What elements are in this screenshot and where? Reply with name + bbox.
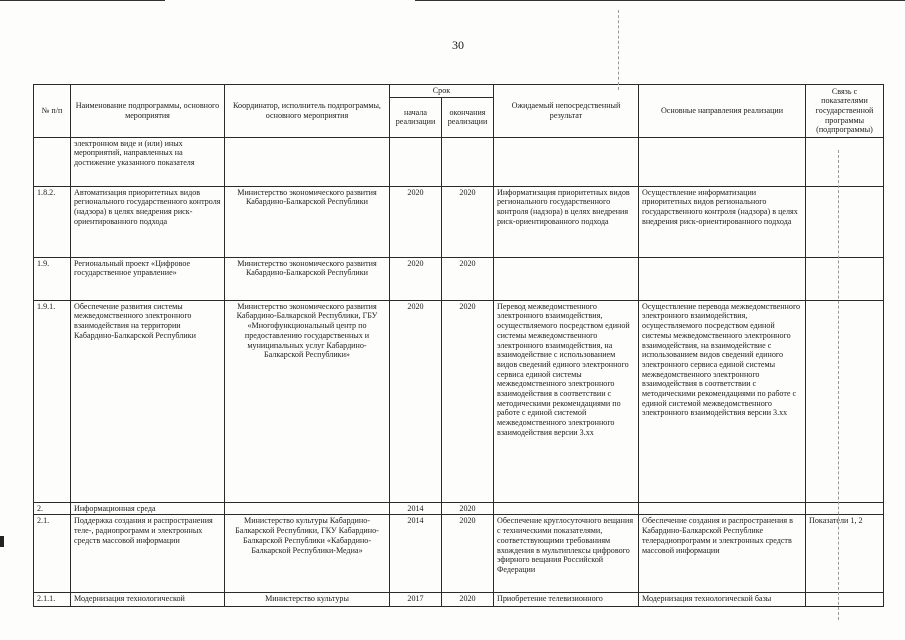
cell-expected [494, 137, 639, 186]
cell-num [34, 137, 71, 186]
header-term: Срок [390, 85, 494, 98]
top-rule-left [0, 0, 165, 1]
table-row [34, 502, 884, 515]
cell-num: 2. [34, 502, 71, 515]
cell-start: 2020 [390, 300, 442, 502]
cell-start: 2014 [390, 502, 442, 515]
cell-expected [494, 257, 639, 300]
cell-coordinator [225, 502, 390, 515]
cell-start [390, 137, 442, 186]
cell-num: 1.8.2. [34, 186, 71, 257]
cell-end: 2020 [442, 593, 494, 607]
table-row [34, 300, 884, 502]
cell-expected: Обеспечение круглосуточного вещания с техническими показателями, соответствующими требованиям вхождения в мультиплексы цифрового эфирного вещания Российской Федерации [494, 515, 639, 593]
top-rule-right [415, 0, 905, 1]
header-num: № п/п [34, 85, 71, 138]
cell-link: Показатели 1, 2 [806, 515, 884, 593]
cell-coordinator: Министерство экономического развития Кабардино-Балкарской Республики, ГБУ «Многофункциональный центр по предоставлению государственных и муниципальных услуг Кабардино-Балкарской Республики» [225, 300, 390, 502]
cell-name: Модернизация технологической [71, 593, 225, 607]
cell-name: Региональный проект «Цифровое государственное управление» [71, 257, 225, 300]
cell-expected: Приобретение телевизионного [494, 593, 639, 607]
scan-artifact-line [838, 150, 839, 620]
cell-link [806, 300, 884, 502]
cell-coordinator: Министерство культуры [225, 593, 390, 607]
cell-num: 2.1. [34, 515, 71, 593]
margin-mark [0, 536, 4, 547]
header-start: начала реализации [390, 97, 442, 137]
cell-coordinator: Министерство культуры Кабардино-Балкарской Республики, ГКУ Кабардино-Балкарской Республики «Кабардино-Балкарской Республики-Медиа» [225, 515, 390, 593]
header-end: окончания реализации [442, 97, 494, 137]
cell-start: 2014 [390, 515, 442, 593]
cell-end: 2020 [442, 515, 494, 593]
cell-directions: Осуществление информатизации приоритетных видов регионального государственного контроля (надзора) в целях внедрения риск-ориентированного подхода [639, 186, 806, 257]
cell-directions: Модернизация технологической базы [639, 593, 806, 607]
cell-end: 2020 [442, 257, 494, 300]
cell-name: Информационная среда [71, 502, 225, 515]
header-expected: Ожидаемый непосредственный результат [494, 85, 639, 138]
header-directions: Основные направления реализации [639, 85, 806, 138]
plan-table [33, 84, 884, 607]
cell-end [442, 137, 494, 186]
cell-name: Обеспечение развития системы межведомственного электронного взаимодействия на территории Кабардино-Балкарской Республики [71, 300, 225, 502]
cell-expected [494, 502, 639, 515]
cell-link [806, 137, 884, 186]
header-coordinator: Координатор, исполнитель подпрограммы, основного мероприятия [225, 85, 390, 138]
cell-start: 2017 [390, 593, 442, 607]
cell-num: 2.1.1. [34, 593, 71, 607]
table-row [34, 137, 884, 186]
cell-link [806, 257, 884, 300]
cell-coordinator: Министерство экономического развития Кабардино-Балкарской Республики [225, 186, 390, 257]
cell-link [806, 502, 884, 515]
header-name: Наименование подпрограммы, основного мероприятия [71, 85, 225, 138]
cell-num: 1.9. [34, 257, 71, 300]
cell-name: Поддержка создания и распространения теле-, радиопрограмм и электронных средств массовой информации [71, 515, 225, 593]
page-number: 30 [452, 38, 464, 52]
cell-end: 2020 [442, 502, 494, 515]
cell-start: 2020 [390, 186, 442, 257]
cell-directions: Обеспечение создания и распространения в Кабардино-Балкарской Республике телерадиопрограмм и электронных средств массовой информации [639, 515, 806, 593]
cell-name: электронном виде и (или) иных мероприятий, направленных на достижение указанного показателя [71, 137, 225, 186]
cell-directions: Осуществление перевода межведомственного электронного взаимодействия, осуществляемого посредством единой системы межведомственного электронного взаимодействия, на взаимодействие с использованием видов сведений единого электронного сервиса единой системы межведомственного электронного взаимодействия в соответствии с методическими рекомендациями по работе с единой системой межведомственного электронного взаимодействия версии 3.хх [639, 300, 806, 502]
header-link: Связь с показателями государственной программы (подпрограммы) [806, 85, 884, 138]
cell-link [806, 186, 884, 257]
cell-expected: Перевод межведомственного электронного взаимодействия, осуществляемого посредством единой системы межведомственного электронного взаимодействия, на взаимодействие с использованием видов сведений единого электронного сервиса единой системы межведомственного электронного взаимодействия в соответствии с методическими рекомендациями по работе с единой системой межведомственного электронного взаимодействия версии 3.хх [494, 300, 639, 502]
cell-end: 2020 [442, 186, 494, 257]
cell-directions [639, 502, 806, 515]
cell-coordinator: Министерство экономического развития Кабардино-Балкарской Республики [225, 257, 390, 300]
table-row [34, 186, 884, 257]
table-row [34, 515, 884, 593]
cell-end: 2020 [442, 300, 494, 502]
cell-expected: Информатизация приоритетных видов регионального государственного контроля (надзора) в целях внедрения риск-ориентированного подхода [494, 186, 639, 257]
cell-name: Автоматизация приоритетных видов регионального государственного контроля (надзора) в целях внедрения риск-ориентированного подхода [71, 186, 225, 257]
cell-start: 2020 [390, 257, 442, 300]
table-row [34, 257, 884, 300]
table-row [34, 593, 884, 607]
cell-directions [639, 257, 806, 300]
cell-directions [639, 137, 806, 186]
cell-coordinator [225, 137, 390, 186]
scan-artifact-line [618, 10, 619, 90]
cell-num: 1.9.1. [34, 300, 71, 502]
cell-link [806, 593, 884, 607]
